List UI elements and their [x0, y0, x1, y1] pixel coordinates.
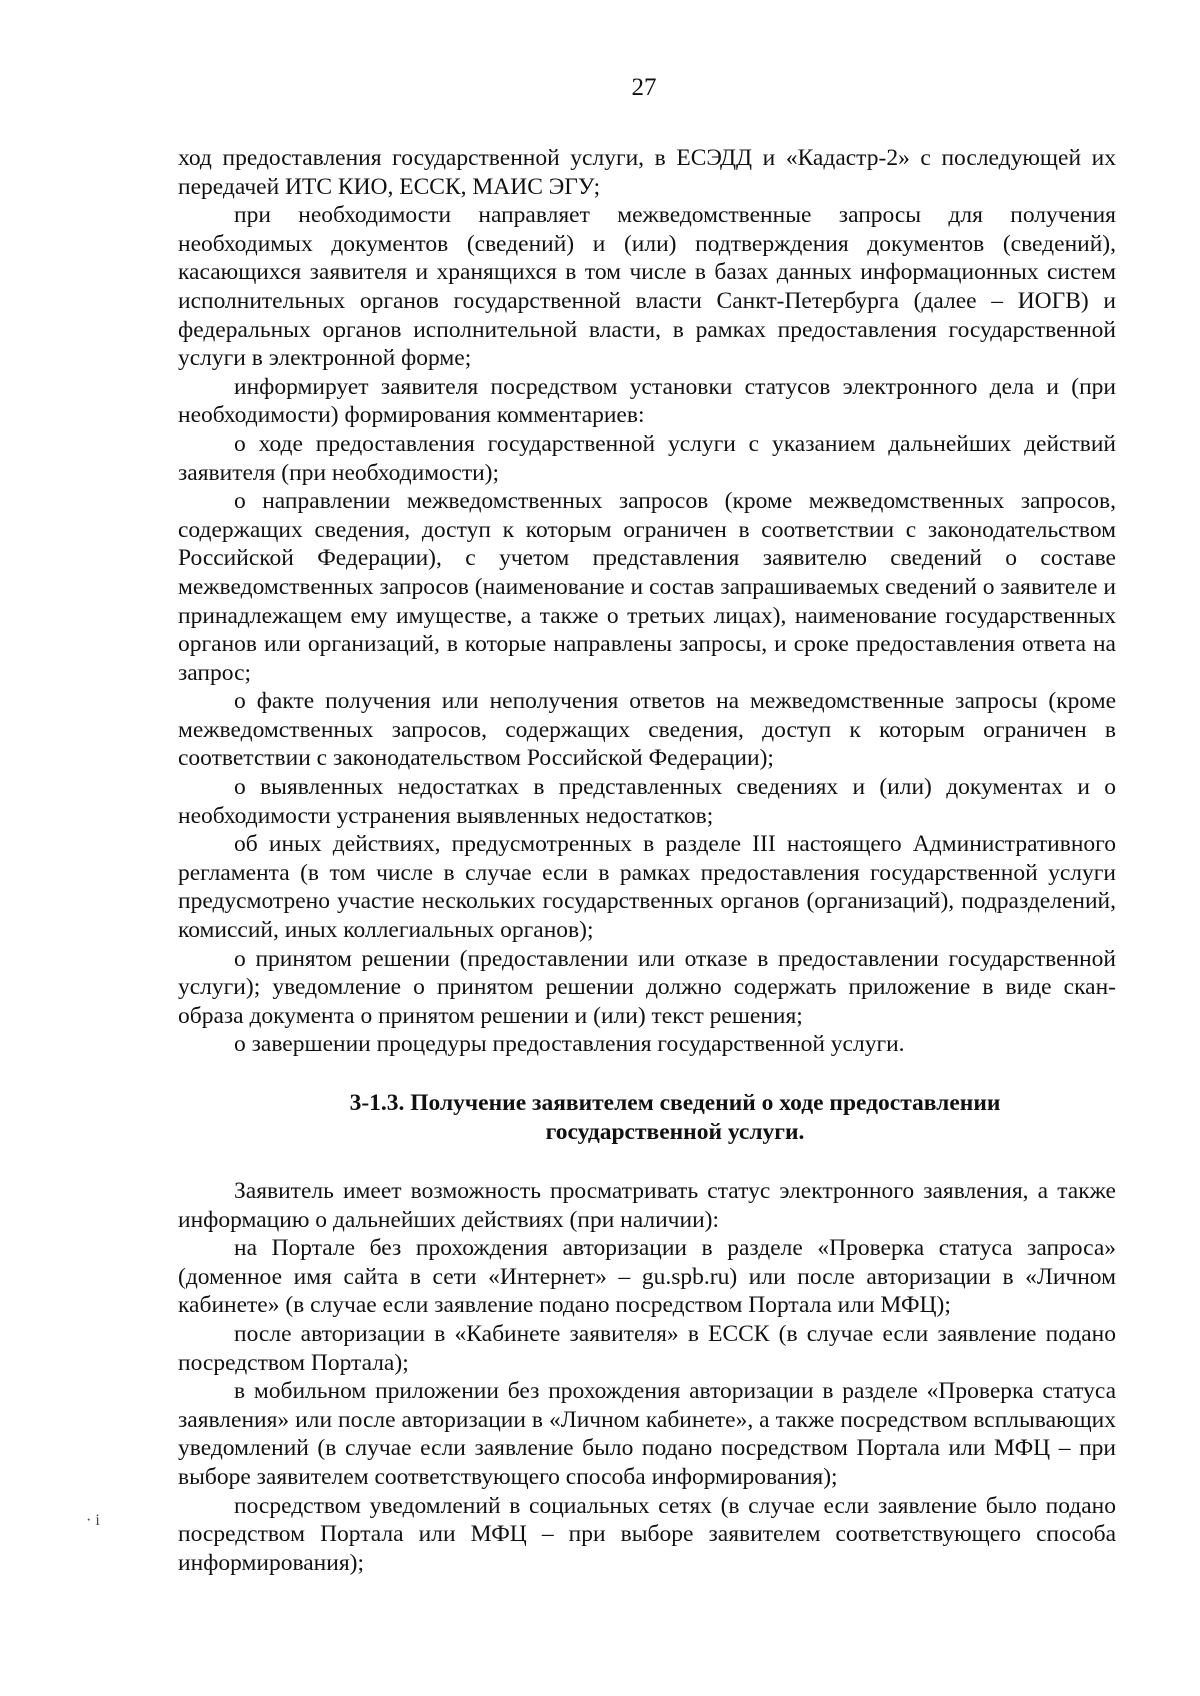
- paragraphs-before-heading: [178, 144, 1116, 1059]
- paragraph: на Портале без прохождения авторизации в разделе «Проверка статуса запроса» (доменное имя сайта в сети «Интернет» – gu.spb.ru) или после авторизации в «Личном кабинете» (в случае если заявление подано посредством Портала или МФЦ);: [178, 1235, 1116, 1319]
- paragraph: информирует заявителя посредством установки статусов электронного дела и (при необходимости) формирования комментариев:: [178, 373, 1116, 429]
- paragraph: о выявленных недостатках в представленных сведениях и (или) документах и о необходимости устранения выявленных недостатков;: [178, 774, 1116, 829]
- paragraph: посредством уведомлений в социальных сетях (в случае если заявление было подано посредством Портала или МФЦ – при выборе заявителем соответствующего способа информирования);: [178, 1492, 1116, 1576]
- paragraph: Заявитель имеет возможность просматривать статус электронного заявления, а также информацию о дальнейших действиях (при наличии):: [178, 1178, 1116, 1233]
- paragraph: после авторизации в «Кабинете заявителя» в ЕССК (в случае если заявление подано посредством Портала);: [178, 1320, 1116, 1376]
- paragraphs-after-heading: [178, 1177, 1116, 1577]
- paragraph: об иных действиях, предусмотренных в разделе III настоящего Административного регламента (в том числе в случае если в рамках предоставления государственной услуги предусмотрено участие нескольких государственных органов (организаций), подразделений, комиссий, иных коллегиальных органов);: [178, 831, 1116, 944]
- paragraph: о завершении процедуры предоставления государственной услуги.: [234, 1031, 905, 1058]
- document-body: [178, 144, 1116, 1577]
- paragraph: ход предоставления государственной услуги, в ЕСЭДД и «Кадастр-2» с последующей их передачей ИТС КИО, ЕССК, МАИС ЭГУ;: [178, 145, 1116, 200]
- section-heading-line: государственной услуги.: [545, 1119, 805, 1145]
- paragraph: о факте получения или неполучения ответов на межведомственные запросы (кроме межведомственных запросов, содержащих сведения, доступ к которым ограничен в соответствии с законодательством Российской Федерации);: [178, 688, 1116, 772]
- margin-mark: · i: [86, 1512, 100, 1529]
- paragraph: о принятом решении (предоставлении или отказе в предоставлении государственной услуги); уведомление о принятом решении должно содержать приложение в виде скан-образа документа о принятом решении и (или) текст решения;: [178, 945, 1116, 1029]
- paragraph: при необходимости направляет межведомственные запросы для получения необходимых документов (сведений) и (или) подтверждения документов (сведений), касающихся заявителя и хранящихся в том числе в базах данных информационных систем исполнительных органов государственной власти Санкт-Петербурга (далее – ИОГВ) и федеральных органов исполнительной власти, в рамках предоставления государственной услуги в электронной форме;: [178, 202, 1116, 372]
- page-number: 27: [631, 74, 657, 101]
- section-heading-line: 3-1.3. Получение заявителем сведений о ходе предоставлении: [349, 1090, 1001, 1116]
- paragraph: в мобильном приложении без прохождения авторизации в разделе «Проверка статуса заявления» или после авторизации в «Личном кабинете», а также посредством всплывающих уведомлений (в случае если заявление было подано посредством Портала или МФЦ – при выборе заявителем соответствующего способа информирования);: [178, 1378, 1116, 1490]
- paragraph: о ходе предоставления государственной услуги с указанием дальнейших действий заявителя (при необходимости);: [178, 430, 1116, 486]
- paragraph: о направлении межведомственных запросов (кроме межведомственных запросов, содержащих сведения, доступ к которым ограничен в соответствии с законодательством Российской Федерации), с учетом представления заявителю сведений о составе межведомственных запросов (наименование и состав запрашиваемых сведений о заявителе и принадлежащем ему имуществе, а также о третьих лицах), наименование государственных органов или организаций, в которые направлены запросы, и сроке предоставления ответа на запрос;: [178, 488, 1116, 686]
- section-heading: [178, 1089, 1116, 1147]
